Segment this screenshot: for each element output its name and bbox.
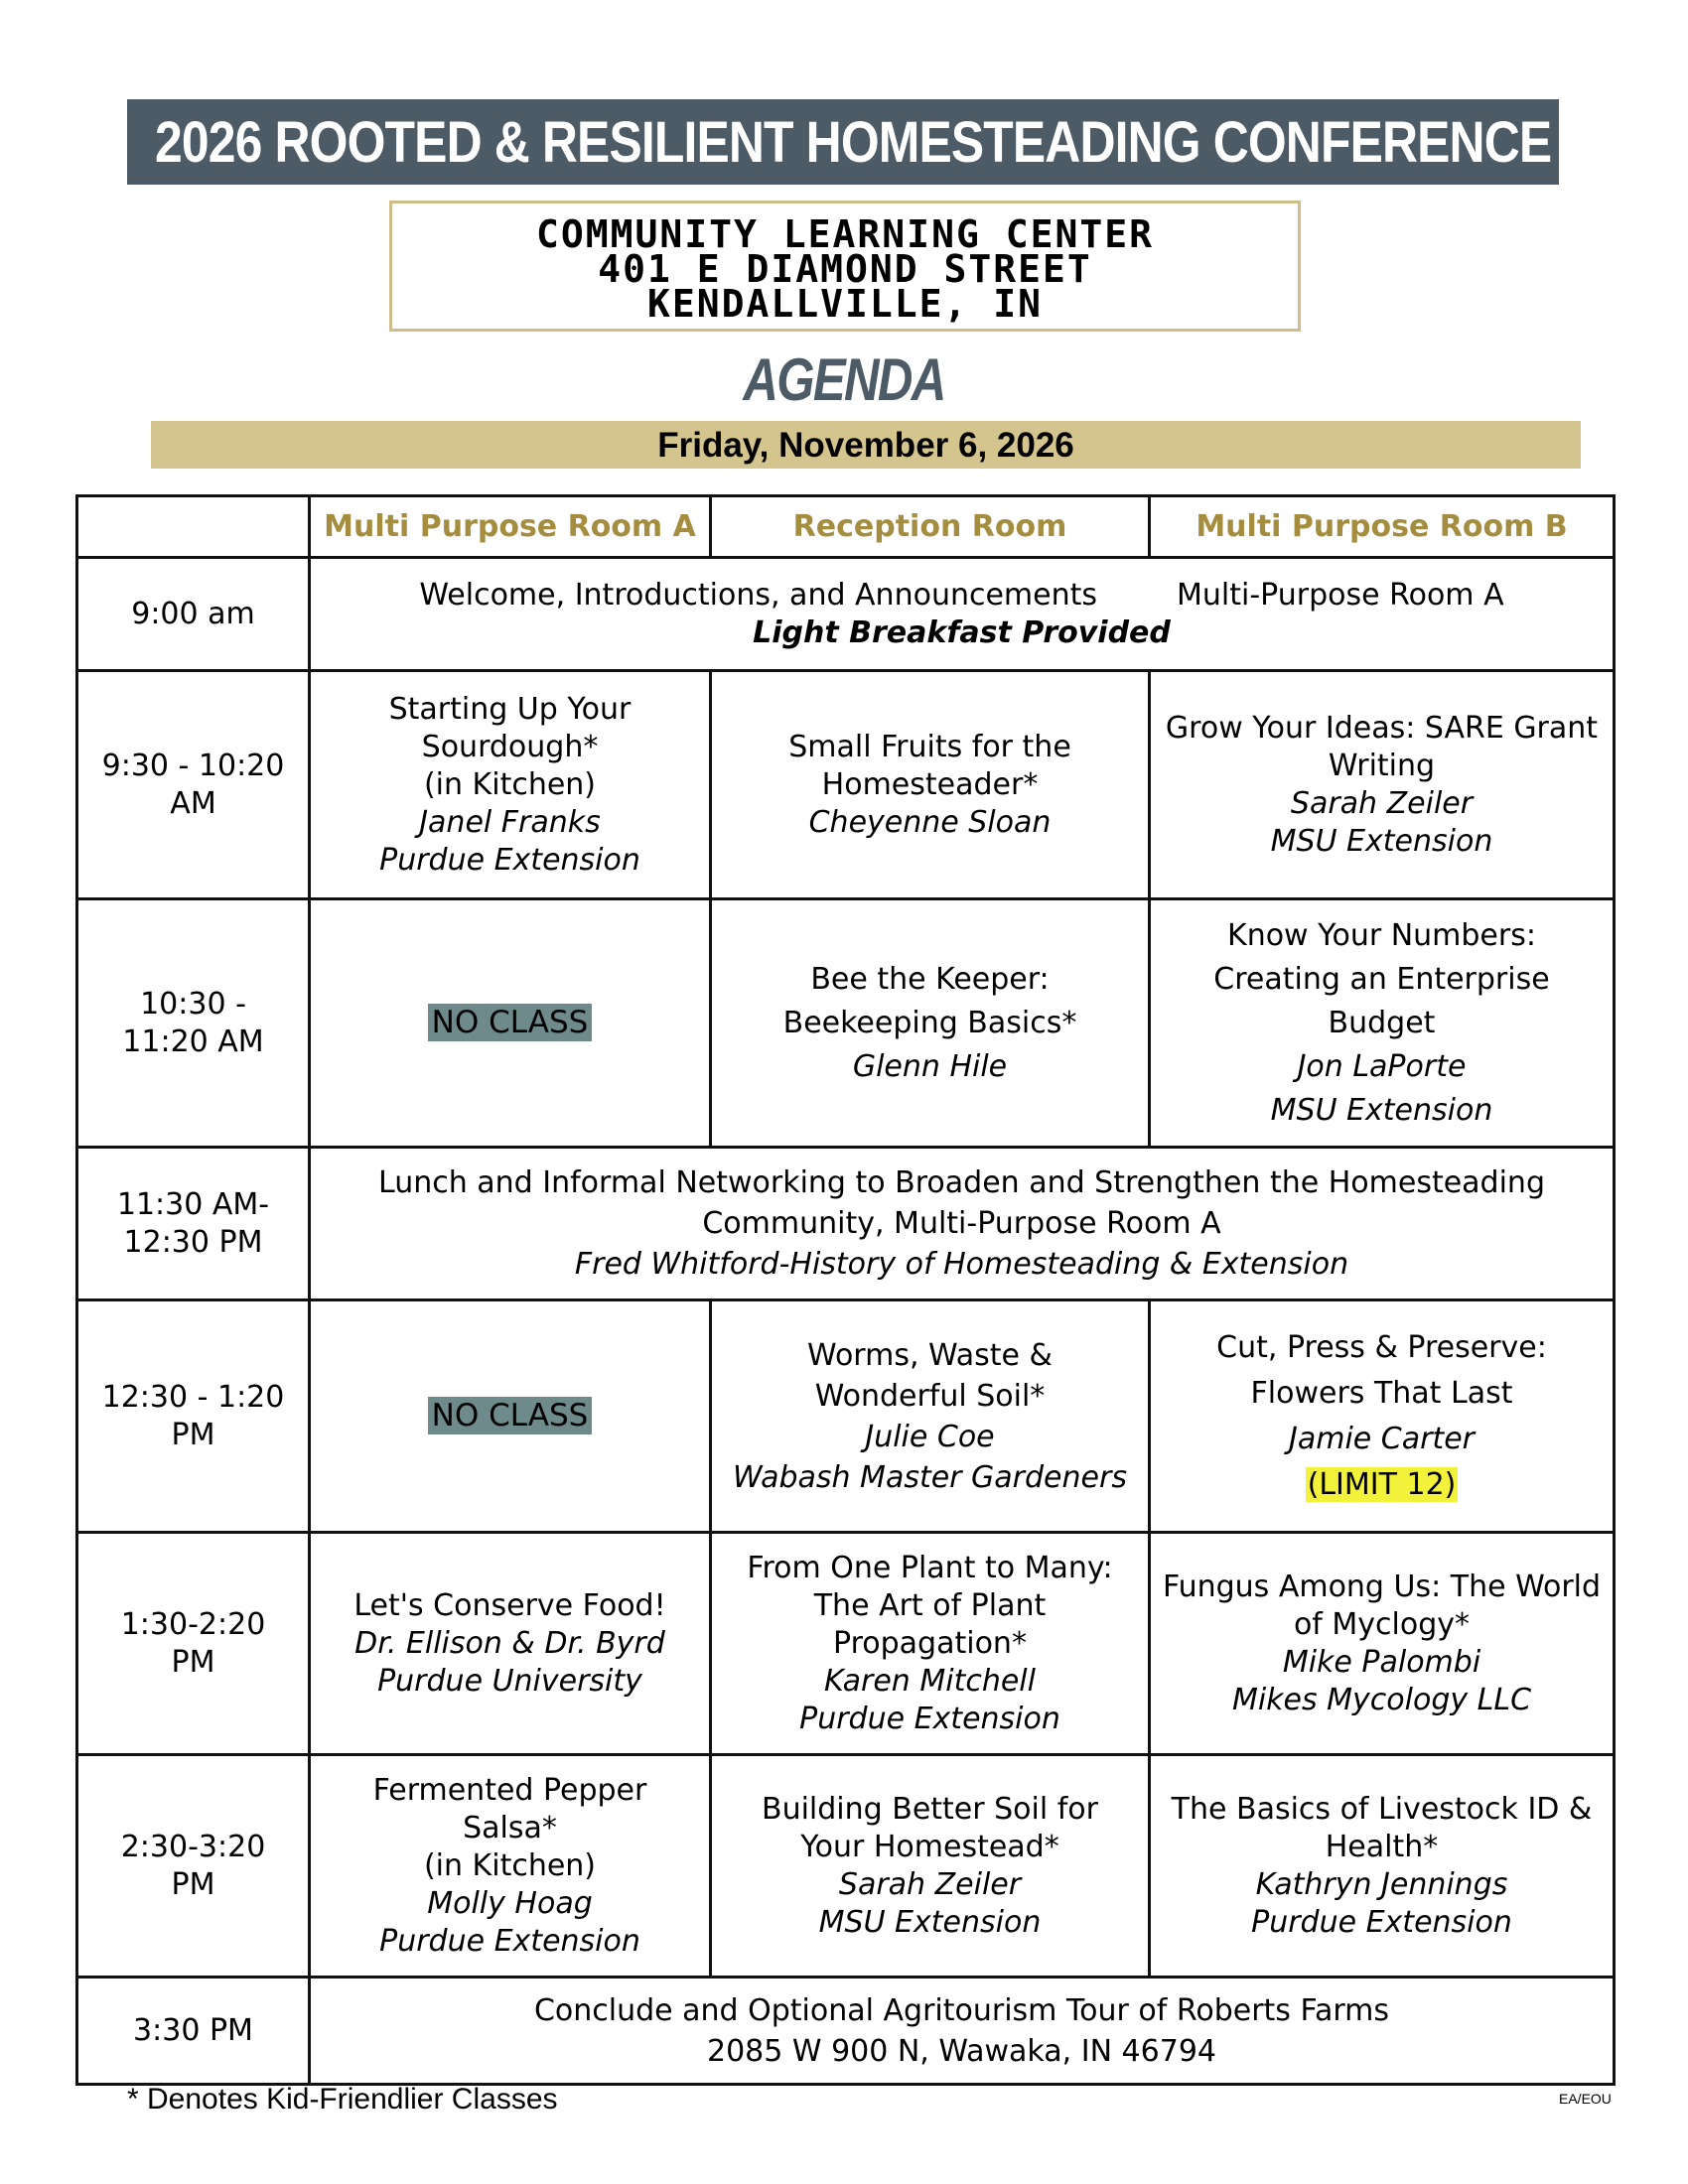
presenter-name: Julie Coe (865, 1419, 995, 1454)
agenda-heading: AGENDA (743, 346, 945, 413)
schedule-row (77, 1755, 1615, 1978)
session-cell: Fungus Among Us: The World of Myclogy* Mike Palombi Mikes Mycology LLC (1150, 1533, 1615, 1755)
session-title: Building Better Soil for (762, 1791, 1098, 1827)
schedule-row (77, 1533, 1615, 1755)
kid-friendly-footnote: * Denotes Kid-Friendlier Classes (127, 2083, 558, 2116)
time-cell: 9:00 am (77, 558, 310, 671)
header-row (77, 496, 1615, 558)
presenter-name: Molly Hoag (427, 1885, 593, 1921)
schedule-row (77, 899, 1615, 1148)
eeo-note: EA/EOU (1559, 2091, 1612, 2107)
lunch-location: Community, Multi-Purpose Room A (702, 1206, 1221, 1241)
session-cell: Know Your Numbers: Creating an Enterprise Budget Jon LaPorte MSU Extension (1150, 899, 1615, 1148)
session-cell: The Basics of Livestock ID & Health* Kathryn Jennings Purdue Extension (1150, 1755, 1615, 1978)
session-title: Bee the Keeper: (810, 961, 1050, 997)
schedule-row (77, 558, 1615, 671)
schedule-row (77, 1978, 1615, 2085)
venue-box (389, 201, 1301, 332)
time-cell: 2:30-3:20 PM (77, 1755, 310, 1978)
presenter-name: Mike Palombi (1282, 1644, 1481, 1680)
session-cell: Bee the Keeper: Beekeeping Basics* Glenn Hile (711, 899, 1150, 1148)
session-cell: Starting Up Your Sourdough* (in Kitchen) Janel Franks Purdue Extension (310, 671, 711, 899)
time-cell: 11:30 AM- 12:30 PM (77, 1148, 310, 1300)
lunch-title: Lunch and Informal Networking to Broaden and Strengthen the Homesteading (378, 1165, 1545, 1200)
presenter-org: Purdue University (377, 1663, 642, 1699)
session-cell (310, 1533, 711, 1755)
date-bar (151, 421, 1581, 469)
session-cell: Grow Your Ideas: SARE Grant Writing Sarah Zeiler MSU Extension (1150, 671, 1615, 899)
session-cell (310, 1300, 711, 1533)
schedule-table (75, 494, 1616, 2086)
presenter-name: Jon LaPorte (1297, 1048, 1467, 1084)
session-cell: Worms, Waste & Wonderful Soil* Julie Coe Wabash Master Gardeners (711, 1300, 1150, 1533)
session-title: Know Your Numbers: (1227, 917, 1536, 953)
session-title: Small Fruits for the (788, 729, 1071, 764)
schedule-row (77, 1300, 1615, 1533)
welcome-location: Multi-Purpose Room A (1177, 577, 1504, 613)
breakfast-note: Light Breakfast Provided (753, 614, 1171, 650)
closing-session (310, 1978, 1615, 2085)
welcome-title: Welcome, Introductions, and Announcements (419, 577, 1098, 613)
presenter-org: MSU Extension (1270, 1092, 1493, 1128)
presenter-org: Mikes Mycology LLC (1231, 1682, 1532, 1717)
session-cell: From One Plant to Many: The Art of Plant Propagation* Karen Mitchell Purdue Extension (711, 1533, 1150, 1755)
session-title: The Basics of Livestock ID & (1171, 1791, 1593, 1827)
venue-city: KENDALLVILLE, IN (646, 282, 1044, 326)
session-title: Fermented Pepper (372, 1772, 647, 1808)
session-title: Worms, Waste & (807, 1337, 1053, 1373)
presenter-org: Purdue Extension (799, 1701, 1060, 1736)
conference-title-banner (127, 99, 1559, 185)
venue-name: COMMUNITY LEARNING CENTER (536, 212, 1154, 256)
presenter-org: Purdue Extension (1251, 1904, 1512, 1940)
time-cell: 10:30 - 11:20 AM (77, 899, 310, 1148)
presenter-name: Dr. Ellison & Dr. Byrd (354, 1625, 665, 1661)
session-title: From One Plant to Many: (747, 1550, 1113, 1585)
time-cell: 1:30-2:20 PM (77, 1533, 310, 1755)
presenter-org: Wabash Master Gardeners (733, 1459, 1127, 1495)
session-cell: Cut, Press & Preserve: Flowers That Last Jamie Carter (LIMIT 12) (1150, 1300, 1615, 1533)
presenter-org: MSU Extension (818, 1904, 1042, 1940)
column-header-room-b: Multi Purpose Room B (1150, 496, 1615, 558)
lunch-session (310, 1148, 1615, 1300)
schedule-row (77, 1148, 1615, 1300)
session-title: Cut, Press & Preserve: (1216, 1329, 1547, 1365)
presenter-org: MSU Extension (1270, 823, 1493, 859)
conference-title: 2026 ROOTED & RESILIENT HOMESTEADING CONFERENCE (155, 109, 1552, 175)
presenter-name: Jamie Carter (1288, 1421, 1475, 1456)
column-header-room-a: Multi Purpose Room A (310, 496, 711, 558)
schedule-row (77, 671, 1615, 899)
presenter-name: Janel Franks (419, 804, 601, 840)
session-title: Starting Up Your (388, 691, 632, 727)
session-title: Fungus Among Us: The World (1162, 1569, 1602, 1604)
closing-title: Conclude and Optional Agritourism Tour of Roberts Farms (533, 1992, 1390, 2028)
time-cell: 12:30 - 1:20 PM (77, 1300, 310, 1533)
farm-address: 2085 W 900 N, Wawaka, IN 46794 (706, 2033, 1216, 2069)
lunch-speaker: Fred Whitford-History of Homesteading & Extension (574, 1247, 1349, 1282)
presenter-name: Karen Mitchell (824, 1663, 1036, 1699)
session-cell: Fermented Pepper Salsa* (in Kitchen) Molly Hoag Purdue Extension (310, 1755, 711, 1978)
presenter-org: Purdue Extension (379, 1923, 640, 1959)
session-title: Grow Your Ideas: SARE Grant (1165, 710, 1599, 746)
time-header-cell (77, 496, 310, 558)
column-header-reception: Reception Room (711, 496, 1150, 558)
presenter-name: Sarah Zeiler (838, 1866, 1022, 1902)
presenter-name: Cheyenne Sloan (808, 804, 1052, 840)
session-cell (310, 899, 711, 1148)
presenter-org: Purdue Extension (379, 842, 640, 878)
session-cell: Small Fruits for the Homesteader* Cheyenne Sloan (711, 671, 1150, 899)
presenter-name: Glenn Hile (852, 1048, 1008, 1084)
venue-street: 401 E DIAMOND STREET (598, 247, 1092, 291)
presenter-name: Kathryn Jennings (1255, 1866, 1508, 1902)
presenter-name: Sarah Zeiler (1290, 785, 1474, 821)
no-class-badge: NO CLASS (428, 1397, 593, 1434)
no-class-badge: NO CLASS (428, 1004, 593, 1041)
time-cell: 3:30 PM (77, 1978, 310, 2085)
session-title: Let's Conserve Food! (353, 1587, 666, 1623)
time-cell: 9:30 - 10:20 AM (77, 671, 310, 899)
welcome-session (310, 558, 1615, 671)
event-date: Friday, November 6, 2026 (657, 426, 1074, 465)
session-cell: Building Better Soil for Your Homestead* Sarah Zeiler MSU Extension (711, 1755, 1150, 1978)
limit-badge: (LIMIT 12) (1307, 1466, 1457, 1502)
